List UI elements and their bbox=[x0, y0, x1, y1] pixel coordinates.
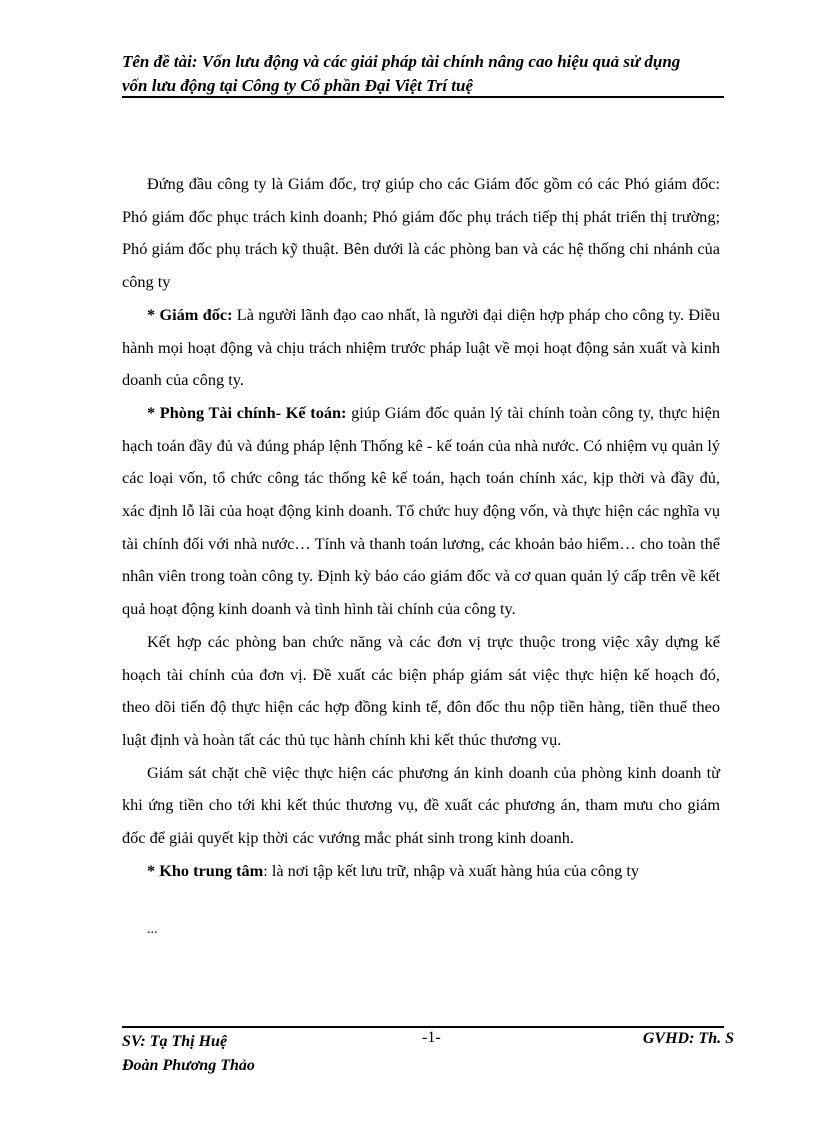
warehouse-label: * Kho trung tâm bbox=[147, 860, 264, 880]
header-title-line-1: Tên đề tài: Vốn lưu động và các giải pháp tài chính nâng cao hiệu quả sử dụng bbox=[122, 52, 681, 71]
document-body bbox=[122, 168, 720, 887]
paragraph-finance-dept bbox=[122, 397, 720, 626]
footer-student-line-2: Đoàn Phương Thảo bbox=[122, 1057, 255, 1074]
header-divider bbox=[122, 96, 724, 98]
finance-dept-label: * Phòng Tài chính- Kế toán: bbox=[147, 402, 347, 422]
footer-divider bbox=[122, 1026, 724, 1028]
paragraph-director bbox=[122, 299, 720, 397]
finance-dept-text: giúp Giám đốc quản lý tài chính toàn công ty, thực hiện hạch toán đầy đủ và đúng pháp lệnh Thống kê - kế toán của nhà nước. Có nhiệm vụ quản lý các loại vốn, tổ chức công tác thống kê kế toán, hạch toán chính xác, kịp thời và đầy đủ, xác định lỗ lãi của hoạt động kinh doanh. Tổ chức huy động vốn, và thực hiện các nghĩa vụ tài chính đối với nhà nước… Tính và thanh toán lương, các khoản bảo hiểm… cho toàn thể nhân viên trong toàn công ty. Định kỳ báo cáo giám đốc và cơ quan quản lý cấp trên về kết quả hoạt động kinh doanh và tình hình tài chính của công ty. bbox=[122, 402, 720, 619]
paragraph-supervision: Giám sát chặt chẽ việc thực hiện các phương án kinh doanh của phòng kinh doanh từ khi ứng tiền cho tới khi kết thúc thương vụ, đề xuất các phương án, tham mưu cho giám đốc để giải quyết kịp thời các vướng mắc phát sinh trong kinh doanh. bbox=[122, 762, 720, 848]
footer-advisor: GVHD: Th. S bbox=[642, 1030, 734, 1047]
director-label: * Giám đốc: bbox=[147, 304, 233, 324]
page-header bbox=[122, 50, 724, 98]
footer-student bbox=[122, 1030, 255, 1078]
paragraph-warehouse bbox=[122, 855, 720, 888]
header-title-line-2: vốn lưu động tại Công ty Cổ phần Đại Việt Trí tuệ bbox=[122, 76, 474, 95]
paragraph-organization: Đứng đầu công ty là Giám đốc, trợ giúp cho các Giám đốc gồm có các Phó giám đốc: Phó giám đốc phục trách kinh doanh; Phó giám đốc phụ trách tiếp thị phát triển thị trường; Phó giám đốc phụ trách kỹ thuật. Bên dưới là các phòng ban và các hệ thống chi nhánh của công ty bbox=[122, 174, 720, 292]
footer-student-line-1: SV: Tạ Thị Huệ bbox=[122, 1033, 228, 1050]
page-number: -1- bbox=[422, 1029, 441, 1046]
ellipsis-marker: ... bbox=[147, 922, 158, 937]
paragraph-coordination: Kết hợp các phòng ban chức năng và các đơn vị trực thuộc trong việc xây dựng kế hoạch tài chính của đơn vị. Đề xuất các biện pháp giám sát việc thực hiện kế hoạch đó, theo dõi tiến độ thực hiện các hợp đồng kinh tế, đôn đốc thu nộp tiền hàng, tiền thuế theo luật định và hoàn tất các thủ tục hành chính khi kết thúc thương vụ. bbox=[122, 631, 720, 749]
warehouse-text: : là nơi tập kết lưu trữ, nhập và xuất hàng húa của công ty bbox=[263, 860, 639, 880]
director-text: Là người lãnh đạo cao nhất, là người đại diện hợp pháp cho công ty. Điều hành mọi hoạt động và chịu trách nhiệm trước pháp luật về mọi hoạt động sản xuất và kinh doanh của công ty. bbox=[122, 304, 721, 390]
